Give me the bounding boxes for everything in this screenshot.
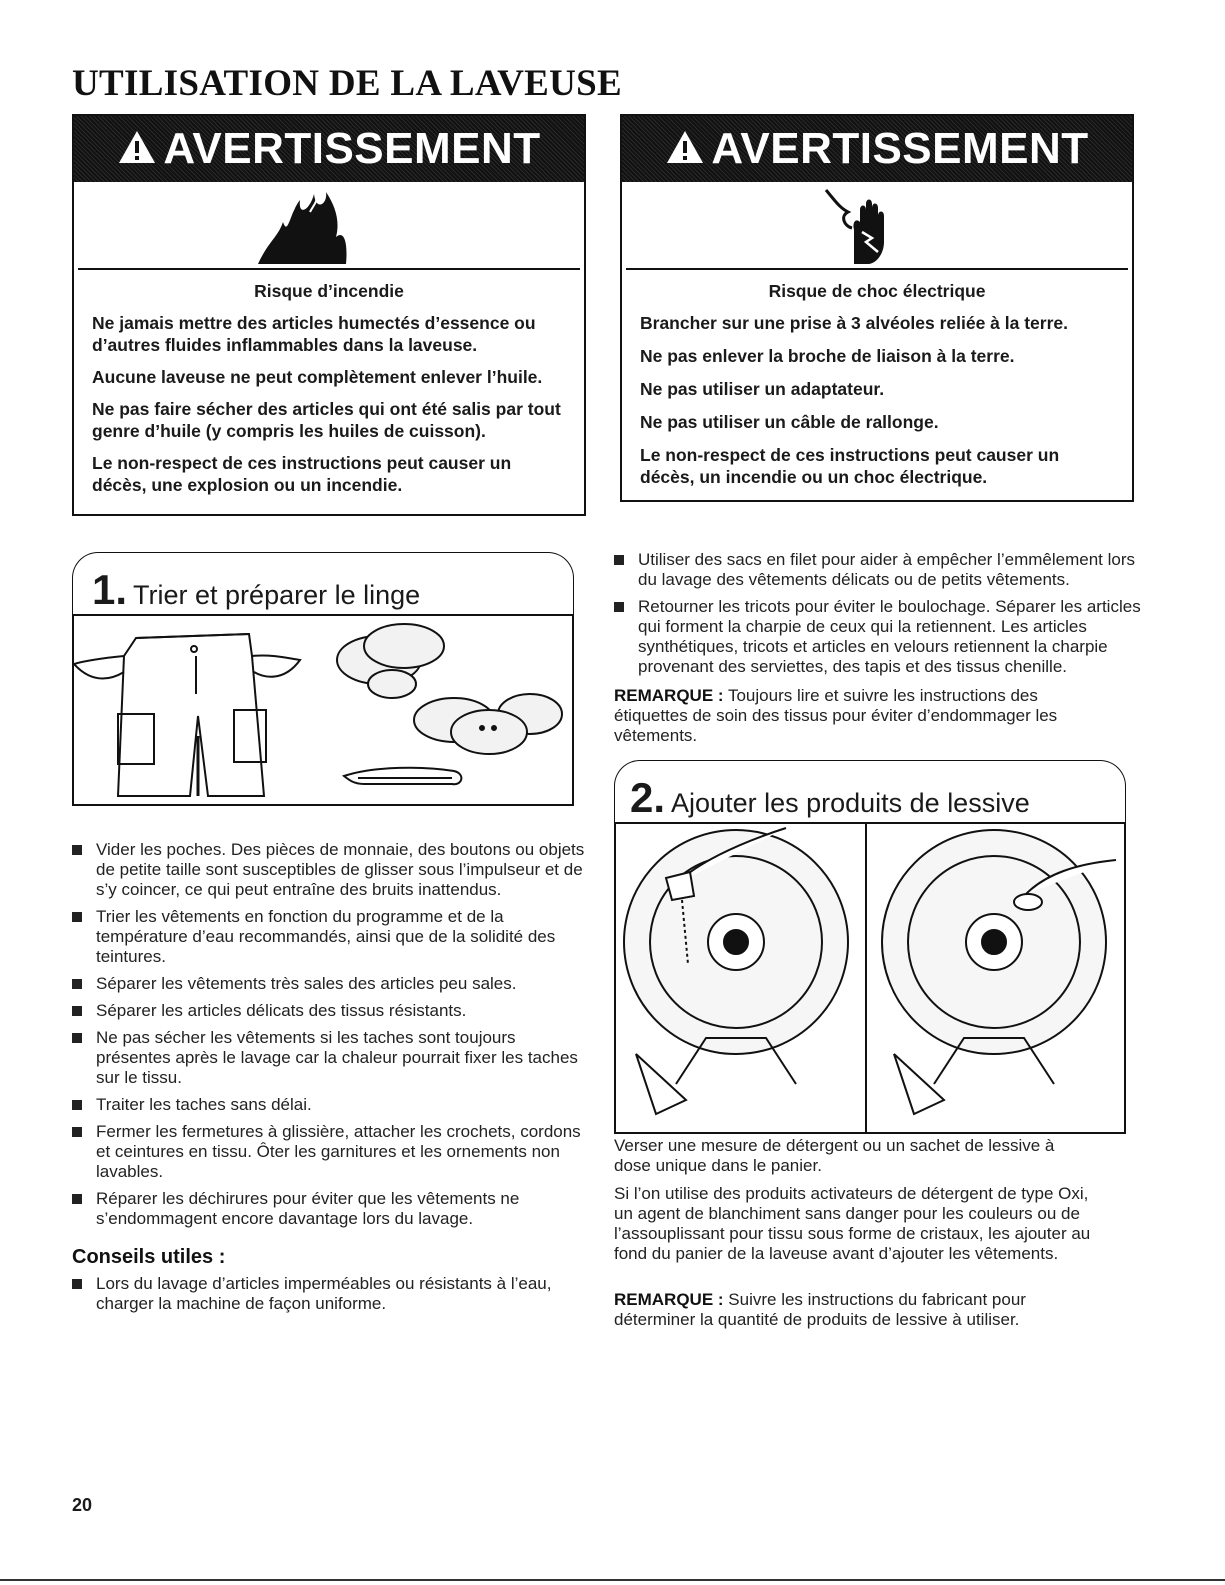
coins-icon [337,624,444,698]
note-text: Suivre les instructions du fabricant pour déterminer la quantité de produits de lessive à utiliser. [614,1290,1026,1329]
list-item: Fermer les fermetures à glissière, attacher les crochets, cordons et ceintures en tissu. Ôter les garnitures et les ornements non lavables. [72,1122,592,1182]
step1-note [614,686,1084,746]
warning-line: Brancher sur une prise à 3 alvéoles reliée à la terre. [640,313,1069,333]
list-item: Retourner les tricots pour éviter le boulochage. Séparer les articles qui forment la charpie de ceux qui la retiennent. Les articles synthétiques, tricots et articles en velours retiennent la charpie provenant des serviettes, des tapis et des tissus chenille. [614,597,1149,677]
washer-basket-icon [624,830,848,1114]
step1-illustration [72,614,574,806]
safety-pin-icon [344,768,461,785]
warning-line: Ne pas faire sécher des articles qui ont été salis par tout genre d’huile (y compris les huiles de cuisson). [92,399,561,441]
warning-header-label: AVERTISSEMENT [163,124,541,173]
list-item: Ne pas sécher les vêtements si les taches sont toujours présentes après le lavage car la chaleur pourrait fixer les taches sur le tissu. [72,1028,592,1088]
page-number: 20 [72,1495,93,1515]
warning-header-label: AVERTISSEMENT [711,124,1089,173]
warning-line: Aucune laveuse ne peut complètement enlever l’huile. [92,367,543,387]
warning-line: Le non-respect de ces instructions peut causer un décès, un incendie ou un choc électrique. [640,445,1060,487]
warning-header [622,116,1132,182]
step2-note [614,1290,1084,1330]
page-title: UTILISATION DE LA LAVEUSE [72,63,623,104]
list-item: Réparer les déchirures pour éviter que les vêtements ne s’endommagent encore davantage lors du lavage. [72,1189,592,1229]
warning-line: Ne pas utiliser un adaptateur. [640,379,885,399]
list-item: Vider les poches. Des pièces de monnaie, des boutons ou objets de petite taille sont susceptibles de glisser sous l’impulseur et de s’y coincer, ce qui peut entraîne des bruits inattendus. [72,840,592,900]
step-number: 1. [92,566,128,613]
warning-triangle-icon [117,118,157,184]
list-item: Utiliser des sacs en filet pour aider à empêcher l’emmêlement lors du lavage des vêtements délicats ou de petits vêtements. [614,550,1149,590]
warning-line: Ne pas utiliser un câble de rallonge. [640,412,939,432]
tips-list-right [614,550,1149,684]
list-item: Traiter les taches sans délai. [72,1095,592,1115]
pants-icon [74,634,300,796]
fire-icon [78,182,580,270]
note-text: Toujours lire et suivre les instructions des étiquettes de soin des tissus pour éviter d’endommager les vêtements. [614,686,1058,745]
step-title: Trier et préparer le linge [133,580,421,610]
buttons-icon [414,694,562,754]
list-item: Séparer les articles délicats des tissus résistants. [72,1001,592,1021]
warning-risk-title: Risque d’incendie [254,281,404,301]
warning-line: Ne jamais mettre des articles humectés d’essence ou d’autres fluides inflammables dans la laveuse. [92,313,536,355]
step-title: Ajouter les produits de lessive [671,788,1030,818]
electric-shock-icon [626,182,1128,270]
bottom-rule [0,1579,1225,1581]
tips-heading: Conseils utiles : [72,1246,226,1268]
warning-line: Le non-respect de ces instructions peut causer un décès, une explosion ou un incendie. [92,453,512,495]
step1-heading [92,566,420,614]
list-item: Séparer les vêtements très sales des articles peu sales. [72,974,592,994]
step2-illustration [614,822,1126,1134]
warning-line: Ne pas enlever la broche de liaison à la terre. [640,346,1015,366]
step2-paragraph: Si l’on utilise des produits activateurs de détergent de type Oxi, un agent de blanchiment sans danger pour les couleurs ou de l’assouplissant pour tissu sous forme de cristaux, les ajouter au fond du panier de la laveuse avant d’ajouter les vêtements. [614,1184,1091,1263]
tips-list-left [72,1274,592,1321]
note-label: REMARQUE : [614,686,724,705]
warning-header [74,116,584,182]
electric-warning-box [620,114,1134,502]
step-number: 2. [630,774,666,821]
fire-warning-box [72,114,586,516]
warning-triangle-icon [665,118,705,184]
list-item: Lors du lavage d’articles imperméables ou résistants à l’eau, charger la machine de façon uniforme. [72,1274,592,1314]
step2-heading [630,774,1030,822]
step2-paragraph: Verser une mesure de détergent ou un sachet de lessive à dose unique dans le panier. [614,1136,1055,1175]
step1-bullet-list [72,840,592,1236]
warning-risk-title: Risque de choc électrique [768,281,986,301]
list-item: Trier les vêtements en fonction du programme et de la température d’eau recommandés, ainsi que de la solidité des teintures. [72,907,592,967]
note-label: REMARQUE : [614,1290,724,1309]
